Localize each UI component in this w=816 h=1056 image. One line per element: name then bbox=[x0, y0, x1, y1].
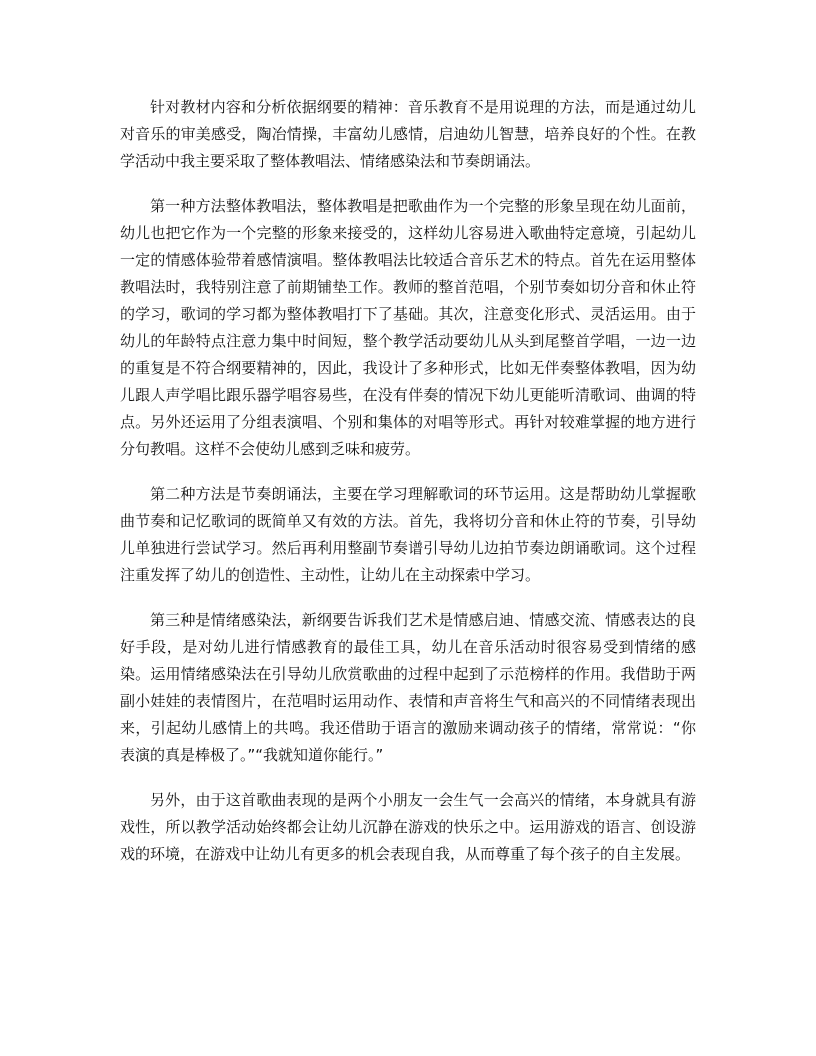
paragraph-method-one: 第一种方法整体教唱法，整体教唱是把歌曲作为一个完整的形象呈现在幼儿面前，幼儿也把它作为一个完整的形象来接受的，这样幼儿容易进入歌曲特定意境，引起幼儿一定的情感体验带着感情演唱。整体教唱法比较适合音乐艺术的特点。首先在运用整体教唱法时，我特别注意了前期铺垫工作。教师的整首范唱，个别节奏如切分音和休止符的学习，歌词的学习都为整体教唱打下了基础。其次，注意变化形式、灵活运用。由于幼儿的年龄特点注意力集中时间短，整个教学活动要幼儿从头到尾整首学唱，一边一边的重复是不符合纲要精神的，因此，我设计了多种形式，比如无伴奏整体教唱，因为幼儿跟人声学唱比跟乐器学唱容易些，在没有伴奏的情况下幼儿更能听清歌词、曲调的特点。另外还运用了分组表演唱、个别和集体的对唱等形式。再针对较难掌握的地方进行分句教唱。这样不会使幼儿感到乏味和疲劳。 bbox=[120, 197, 696, 458]
paragraph-intro: 针对教材内容和分析依据纲要的精神：音乐教育不是用说理的方法，而是通过幼儿对音乐的审美感受，陶冶情操，丰富幼儿感情，启迪幼儿智慧，培养良好的个性。在教学活动中我主要采取了整体教唱法、情绪感染法和节奏朗诵法。 bbox=[120, 98, 696, 170]
paragraph-method-two: 第二种方法是节奏朗诵法，主要在学习理解歌词的环节运用。这是帮助幼儿掌握歌曲节奏和记忆歌词的既简单又有效的方法。首先，我将切分音和休止符的节奏，引导幼儿单独进行尝试学习。然后再利用整副节奏谱引导幼儿边拍节奏边朗诵歌词。这个过程注重发挥了幼儿的创造性、主动性，让幼儿在主动探索中学习。 bbox=[120, 485, 696, 584]
paragraph-conclusion: 另外，由于这首歌曲表现的是两个小朋友一会生气一会高兴的情绪，本身就具有游戏性，所以教学活动始终都会让幼儿沉静在游戏的快乐之中。运用游戏的语言、创设游戏的环境，在游戏中让幼儿有更多的机会表现自我，从而尊重了每个孩子的自主发展。 bbox=[120, 791, 696, 863]
paragraph-method-three: 第三种是情绪感染法，新纲要告诉我们艺术是情感启迪、情感交流、情感表达的良好手段，是对幼儿进行情感教育的最佳工具，幼儿在音乐活动时很容易受到情绪的感染。运用情绪感染法在引导幼儿欣赏歌曲的过程中起到了示范榜样的作用。我借助于两副小娃娃的表情图片，在范唱时运用动作、表情和声音将生气和高兴的不同情绪表现出来，引起幼儿感情上的共鸣。我还借助于语言的激励来调动孩子的情绪，常常说：“你表演的真是棒极了。”“我就知道你能行。” bbox=[120, 611, 696, 764]
document-body bbox=[120, 94, 696, 886]
